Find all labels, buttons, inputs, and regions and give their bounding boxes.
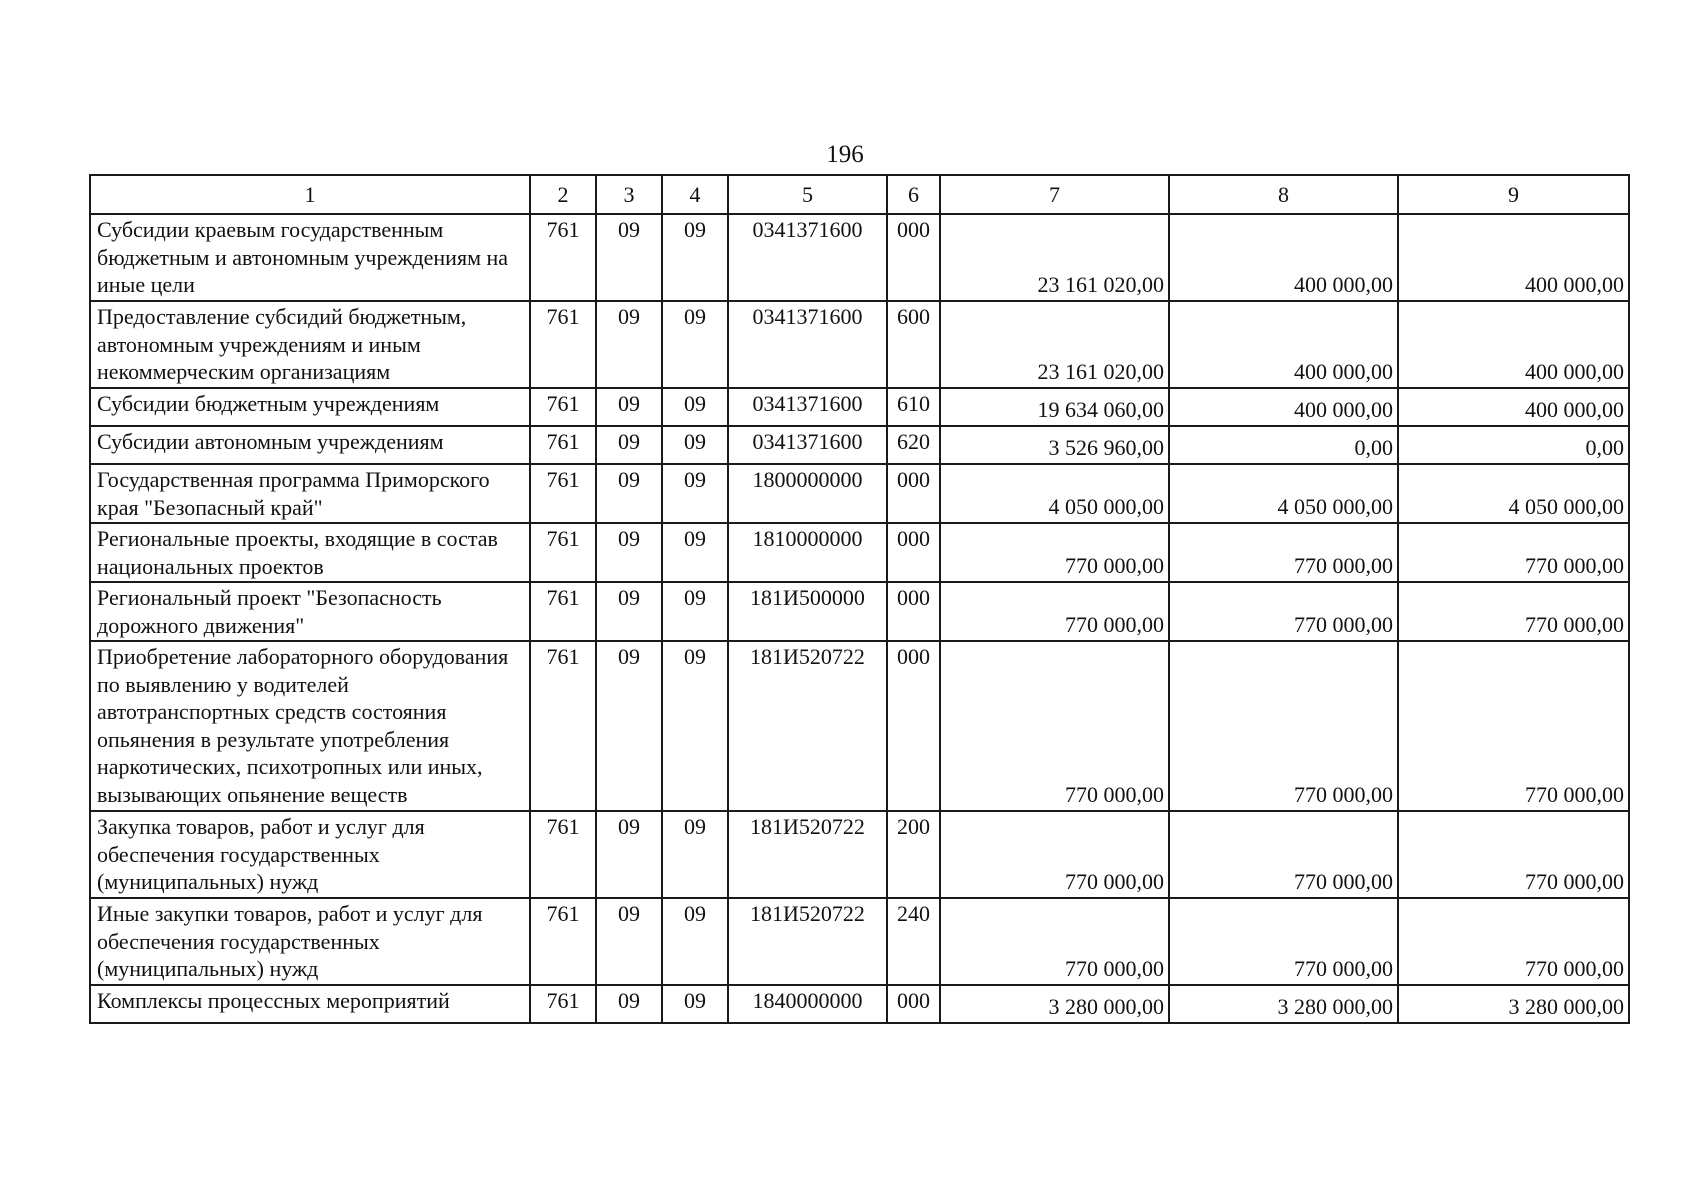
sum-value: 770 000,00: [1525, 612, 1624, 637]
row-sum-c7: [940, 426, 1169, 464]
sum-value: 770 000,00: [1065, 782, 1164, 807]
header-cell: 5: [728, 175, 887, 214]
sum-value: 23 161 020,00: [1037, 272, 1164, 297]
row-name: Закупка товаров, работ и услуг для обеспечения государственных (муниципальных) нужд: [90, 811, 530, 898]
table-row: [90, 388, 1629, 426]
sum-value: 770 000,00: [1525, 869, 1624, 894]
row-code-c5: 181И520722: [728, 641, 887, 811]
row-code-c4: 09: [662, 985, 728, 1023]
row-code-c2: 761: [530, 811, 596, 898]
row-sum-c7: [940, 898, 1169, 985]
row-code-c3: 09: [596, 214, 662, 301]
row-code-c6: 000: [887, 523, 940, 582]
row-code-c6: 240: [887, 898, 940, 985]
row-sum-c9: [1398, 426, 1629, 464]
row-sum-c9: [1398, 464, 1629, 523]
row-sum-c8: [1169, 388, 1398, 426]
row-code-c2: 761: [530, 301, 596, 388]
header-cell: 2: [530, 175, 596, 214]
row-code-c5: 1840000000: [728, 985, 887, 1023]
row-code-c5: 0341371600: [728, 214, 887, 301]
row-code-c6: 610: [887, 388, 940, 426]
row-name: Региональный проект "Безопасность дорожного движения": [90, 582, 530, 641]
header-cell: 1: [90, 175, 530, 214]
row-sum-c7: [940, 214, 1169, 301]
row-code-c5: 181И520722: [728, 898, 887, 985]
table-row: [90, 523, 1629, 582]
row-sum-c8: [1169, 582, 1398, 641]
row-sum-c7: [940, 811, 1169, 898]
row-code-c2: 761: [530, 582, 596, 641]
sum-value: 23 161 020,00: [1037, 359, 1164, 384]
row-name: Предоставление субсидий бюджетным, автономным учреждениям и иным некоммерческим организациям: [90, 301, 530, 388]
row-code-c3: 09: [596, 301, 662, 388]
row-code-c6: 000: [887, 985, 940, 1023]
row-sum-c7: [940, 582, 1169, 641]
row-sum-c7: [940, 523, 1169, 582]
header-cell: 6: [887, 175, 940, 214]
table-header-row: [90, 175, 1629, 214]
header-cell: 8: [1169, 175, 1398, 214]
row-code-c3: 09: [596, 426, 662, 464]
row-code-c3: 09: [596, 985, 662, 1023]
row-name: Субсидии бюджетным учреждениям: [90, 388, 530, 426]
row-code-c2: 761: [530, 464, 596, 523]
table-row: [90, 985, 1629, 1023]
row-code-c4: 09: [662, 641, 728, 811]
row-sum-c8: [1169, 214, 1398, 301]
table-row: [90, 582, 1629, 641]
sum-value: 770 000,00: [1065, 869, 1164, 894]
row-code-c4: 09: [662, 301, 728, 388]
row-code-c4: 09: [662, 214, 728, 301]
sum-value: 3 280 000,00: [1277, 994, 1393, 1019]
sum-value: 400 000,00: [1525, 272, 1624, 297]
row-code-c4: 09: [662, 811, 728, 898]
table-row: [90, 464, 1629, 523]
sum-value: 400 000,00: [1525, 359, 1624, 384]
row-sum-c7: [940, 301, 1169, 388]
row-code-c5: 181И500000: [728, 582, 887, 641]
row-sum-c9: [1398, 214, 1629, 301]
sum-value: 4 050 000,00: [1508, 494, 1624, 519]
table-row: [90, 214, 1629, 301]
row-code-c5: 0341371600: [728, 426, 887, 464]
header-cell: 7: [940, 175, 1169, 214]
row-code-c5: 0341371600: [728, 388, 887, 426]
row-code-c3: 09: [596, 641, 662, 811]
sum-value: 3 280 000,00: [1048, 994, 1164, 1019]
row-sum-c8: [1169, 985, 1398, 1023]
sum-value: 770 000,00: [1065, 553, 1164, 578]
row-code-c6: 620: [887, 426, 940, 464]
sum-value: 770 000,00: [1525, 956, 1624, 981]
table-row: [90, 301, 1629, 388]
row-code-c3: 09: [596, 582, 662, 641]
budget-table: [89, 174, 1630, 1024]
sum-value: 770 000,00: [1065, 612, 1164, 637]
sum-value: 400 000,00: [1294, 397, 1393, 422]
row-name: Комплексы процессных мероприятий: [90, 985, 530, 1023]
row-sum-c9: [1398, 898, 1629, 985]
row-sum-c7: [940, 985, 1169, 1023]
row-name: Иные закупки товаров, работ и услуг для обеспечения государственных (муниципальных) нужд: [90, 898, 530, 985]
row-code-c5: 0341371600: [728, 301, 887, 388]
row-code-c4: 09: [662, 898, 728, 985]
header-cell: 4: [662, 175, 728, 214]
row-code-c5: 1800000000: [728, 464, 887, 523]
sum-value: 770 000,00: [1065, 956, 1164, 981]
sum-value: 400 000,00: [1525, 397, 1624, 422]
sum-value: 770 000,00: [1294, 782, 1393, 807]
row-code-c3: 09: [596, 523, 662, 582]
row-sum-c8: [1169, 301, 1398, 388]
row-code-c2: 761: [530, 641, 596, 811]
row-sum-c9: [1398, 582, 1629, 641]
row-sum-c9: [1398, 811, 1629, 898]
sum-value: 0,00: [1585, 435, 1624, 460]
table-row: [90, 426, 1629, 464]
table-row: [90, 811, 1629, 898]
sum-value: 770 000,00: [1294, 869, 1393, 894]
sum-value: 770 000,00: [1294, 612, 1393, 637]
row-code-c2: 761: [530, 523, 596, 582]
table-row: [90, 641, 1629, 811]
row-code-c2: 761: [530, 388, 596, 426]
row-code-c3: 09: [596, 464, 662, 523]
row-sum-c9: [1398, 985, 1629, 1023]
row-sum-c8: [1169, 464, 1398, 523]
row-sum-c8: [1169, 523, 1398, 582]
row-code-c6: 000: [887, 214, 940, 301]
sum-value: 3 526 960,00: [1048, 435, 1164, 460]
row-name: Субсидии краевым государственным бюджетным и автономным учреждениям на иные цели: [90, 214, 530, 301]
row-sum-c7: [940, 464, 1169, 523]
row-name: Приобретение лабораторного оборудования по выявлению у водителей автотранспортных средств состояния опьянения в результате употребления наркотических, психотропных или иных, вызывающих опьянение веществ: [90, 641, 530, 811]
row-code-c5: 1810000000: [728, 523, 887, 582]
row-name: Государственная программа Приморского края "Безопасный край": [90, 464, 530, 523]
row-name: Региональные проекты, входящие в состав национальных проектов: [90, 523, 530, 582]
row-code-c2: 761: [530, 214, 596, 301]
row-code-c5: 181И520722: [728, 811, 887, 898]
row-sum-c9: [1398, 641, 1629, 811]
sum-value: 770 000,00: [1294, 553, 1393, 578]
row-code-c4: 09: [662, 388, 728, 426]
row-code-c6: 000: [887, 582, 940, 641]
sum-value: 770 000,00: [1525, 782, 1624, 807]
sum-value: 400 000,00: [1294, 272, 1393, 297]
sum-value: 4 050 000,00: [1048, 494, 1164, 519]
row-sum-c8: [1169, 898, 1398, 985]
row-code-c6: 200: [887, 811, 940, 898]
row-code-c3: 09: [596, 811, 662, 898]
sum-value: 4 050 000,00: [1277, 494, 1393, 519]
row-code-c6: 600: [887, 301, 940, 388]
row-code-c3: 09: [596, 898, 662, 985]
row-code-c6: 000: [887, 641, 940, 811]
header-cell: 9: [1398, 175, 1629, 214]
row-code-c6: 000: [887, 464, 940, 523]
row-sum-c8: [1169, 426, 1398, 464]
table-row: [90, 898, 1629, 985]
row-code-c4: 09: [662, 523, 728, 582]
row-code-c4: 09: [662, 426, 728, 464]
header-cell: 3: [596, 175, 662, 214]
sum-value: 0,00: [1354, 435, 1393, 460]
row-sum-c7: [940, 641, 1169, 811]
row-sum-c7: [940, 388, 1169, 426]
row-code-c2: 761: [530, 426, 596, 464]
row-sum-c9: [1398, 523, 1629, 582]
sum-value: 770 000,00: [1294, 956, 1393, 981]
row-sum-c9: [1398, 301, 1629, 388]
row-name: Субсидии автономным учреждениям: [90, 426, 530, 464]
row-sum-c9: [1398, 388, 1629, 426]
sum-value: 770 000,00: [1525, 553, 1624, 578]
row-code-c2: 761: [530, 898, 596, 985]
row-code-c4: 09: [662, 464, 728, 523]
row-sum-c8: [1169, 811, 1398, 898]
sum-value: 3 280 000,00: [1508, 994, 1624, 1019]
row-sum-c8: [1169, 641, 1398, 811]
row-code-c4: 09: [662, 582, 728, 641]
sum-value: 400 000,00: [1294, 359, 1393, 384]
row-code-c3: 09: [596, 388, 662, 426]
sum-value: 19 634 060,00: [1037, 397, 1164, 422]
page-number: 196: [826, 141, 864, 168]
row-code-c2: 761: [530, 985, 596, 1023]
